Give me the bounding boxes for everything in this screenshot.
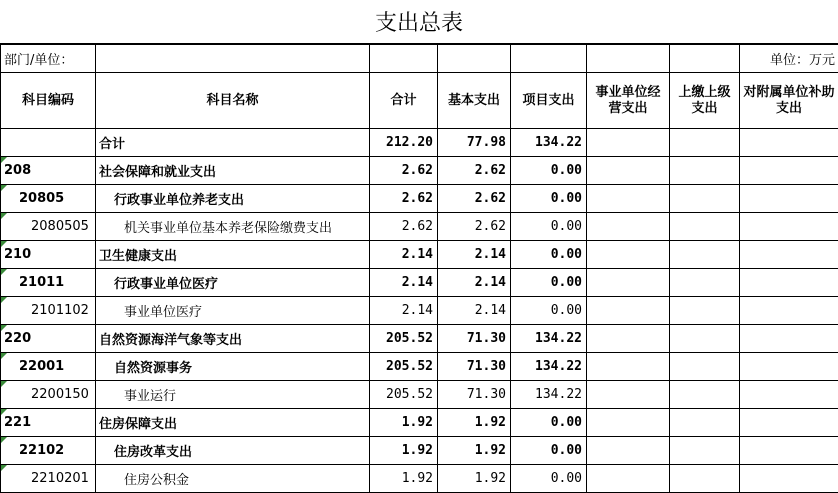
cell-name[interactable]: 自然资源事务 — [96, 353, 370, 381]
cell-business[interactable] — [587, 465, 670, 493]
header-total: 合计 — [370, 73, 438, 129]
cell-name[interactable]: 自然资源海洋气象等支出 — [96, 325, 370, 353]
cell-name[interactable]: 住房公积金 — [96, 465, 370, 493]
header-upper: 上缴上级支出 — [670, 73, 740, 129]
cell-total[interactable]: 205.52 — [370, 353, 438, 381]
cell-total[interactable]: 1.92 — [370, 465, 438, 493]
cell-name[interactable]: 卫生健康支出 — [96, 241, 370, 269]
cell-subsidy[interactable] — [740, 381, 838, 409]
cell-code[interactable]: 22001 — [1, 353, 96, 381]
cell-project[interactable]: 0.00 — [511, 297, 587, 325]
table-row — [1, 185, 838, 213]
cell-basic[interactable]: 2.14 — [438, 269, 511, 297]
cell-basic[interactable]: 71.30 — [438, 381, 511, 409]
cell-subsidy[interactable] — [740, 213, 838, 241]
cell-business[interactable] — [587, 157, 670, 185]
cell-total[interactable]: 2.14 — [370, 269, 438, 297]
header-basic: 基本支出 — [438, 73, 511, 129]
cell-subsidy[interactable] — [740, 409, 838, 437]
table-row — [1, 157, 838, 185]
cell-business[interactable] — [587, 325, 670, 353]
table-row — [1, 325, 838, 353]
header-row — [1, 73, 838, 129]
table-row — [1, 129, 838, 157]
cell-project[interactable]: 0.00 — [511, 213, 587, 241]
cell-upper[interactable] — [670, 409, 740, 437]
cell-business[interactable] — [587, 241, 670, 269]
cell-business[interactable] — [587, 381, 670, 409]
cell-upper[interactable] — [670, 157, 740, 185]
cell-total[interactable]: 1.92 — [370, 437, 438, 465]
cell-code[interactable]: 220 — [1, 325, 96, 353]
cell-project[interactable]: 0.00 — [511, 409, 587, 437]
cell-total[interactable]: 205.52 — [370, 381, 438, 409]
cell-name[interactable]: 机关事业单位基本养老保险缴费支出 — [96, 213, 370, 241]
cell-business[interactable] — [587, 213, 670, 241]
table-row — [1, 269, 838, 297]
cell-project[interactable]: 0.00 — [511, 157, 587, 185]
cell-project[interactable]: 0.00 — [511, 437, 587, 465]
cell-project[interactable]: 134.22 — [511, 129, 587, 157]
cell-code[interactable]: 208 — [1, 157, 96, 185]
cell-upper[interactable] — [670, 381, 740, 409]
cell-business[interactable] — [587, 185, 670, 213]
cell-upper[interactable] — [670, 213, 740, 241]
cell-total[interactable]: 2.62 — [370, 185, 438, 213]
cell-code[interactable]: 210 — [1, 241, 96, 269]
cell-subsidy[interactable] — [740, 297, 838, 325]
cell-name[interactable]: 社会保障和就业支出 — [96, 157, 370, 185]
cell-name[interactable]: 住房改革支出 — [96, 437, 370, 465]
cell-basic[interactable]: 2.62 — [438, 157, 511, 185]
cell-code[interactable]: 2200150 — [1, 381, 96, 409]
header-code: 科目编码 — [1, 73, 96, 129]
cell-name[interactable]: 住房保障支出 — [96, 409, 370, 437]
cell-project[interactable]: 134.22 — [511, 381, 587, 409]
cell-code[interactable]: 22102 — [1, 437, 96, 465]
cell-total[interactable]: 2.62 — [370, 213, 438, 241]
dept-label: 部门/单位： — [1, 45, 96, 73]
cell-name[interactable]: 合计 — [96, 129, 370, 157]
table-row — [1, 409, 838, 437]
cell-project[interactable]: 0.00 — [511, 241, 587, 269]
cell-business[interactable] — [587, 297, 670, 325]
cell-basic[interactable]: 71.30 — [438, 325, 511, 353]
cell-code[interactable]: 2101102 — [1, 297, 96, 325]
cell-name[interactable]: 事业运行 — [96, 381, 370, 409]
cell-upper[interactable] — [670, 465, 740, 493]
cell-upper[interactable] — [670, 185, 740, 213]
table-row — [1, 465, 838, 493]
cell-project[interactable]: 0.00 — [511, 269, 587, 297]
cell-name[interactable]: 行政事业单位养老支出 — [96, 185, 370, 213]
cell-subsidy[interactable] — [740, 129, 838, 157]
cell-basic[interactable]: 77.98 — [438, 129, 511, 157]
cell-business[interactable] — [587, 269, 670, 297]
cell-subsidy[interactable] — [740, 157, 838, 185]
cell-basic[interactable]: 1.92 — [438, 409, 511, 437]
cell-subsidy[interactable] — [740, 185, 838, 213]
cell-business[interactable] — [587, 353, 670, 381]
expenditure-table — [0, 44, 838, 493]
cell-project[interactable]: 0.00 — [511, 185, 587, 213]
cell-subsidy[interactable] — [740, 353, 838, 381]
cell-code[interactable]: 2080505 — [1, 213, 96, 241]
cell-code[interactable]: 21011 — [1, 269, 96, 297]
header-business: 事业单位经营支出 — [587, 73, 670, 129]
meta-row — [1, 45, 838, 73]
cell-total[interactable]: 1.92 — [370, 409, 438, 437]
cell-upper[interactable] — [670, 325, 740, 353]
cell-basic[interactable]: 2.14 — [438, 241, 511, 269]
header-name: 科目名称 — [96, 73, 370, 129]
cell-total[interactable]: 212.20 — [370, 129, 438, 157]
cell-basic[interactable]: 2.62 — [438, 213, 511, 241]
cell-basic[interactable]: 2.14 — [438, 297, 511, 325]
table-row — [1, 213, 838, 241]
cell-project[interactable]: 134.22 — [511, 353, 587, 381]
cell-project[interactable]: 0.00 — [511, 465, 587, 493]
cell-upper[interactable] — [670, 437, 740, 465]
cell-name[interactable]: 事业单位医疗 — [96, 297, 370, 325]
cell-business[interactable] — [587, 129, 670, 157]
cell-upper[interactable] — [670, 269, 740, 297]
cell-business[interactable] — [587, 437, 670, 465]
cell-code[interactable]: 2210201 — [1, 465, 96, 493]
sheet-title: 支出总表 — [0, 0, 838, 44]
cell-upper[interactable] — [670, 129, 740, 157]
table-row — [1, 437, 838, 465]
dept-value[interactable] — [96, 45, 370, 73]
cell-subsidy[interactable] — [740, 325, 838, 353]
cell-upper[interactable] — [670, 353, 740, 381]
cell-name[interactable]: 行政事业单位医疗 — [96, 269, 370, 297]
cell-code[interactable]: 221 — [1, 409, 96, 437]
cell-basic[interactable]: 2.62 — [438, 185, 511, 213]
cell-project[interactable]: 134.22 — [511, 325, 587, 353]
cell-upper[interactable] — [670, 297, 740, 325]
cell-subsidy[interactable] — [740, 269, 838, 297]
table-row — [1, 381, 838, 409]
header-project: 项目支出 — [511, 73, 587, 129]
unit-label: 单位：万元 — [740, 45, 838, 73]
cell-total[interactable]: 2.14 — [370, 297, 438, 325]
table-row — [1, 241, 838, 269]
cell-upper[interactable] — [670, 241, 740, 269]
cell-basic[interactable]: 1.92 — [438, 465, 511, 493]
cell-subsidy[interactable] — [740, 241, 838, 269]
cell-total[interactable]: 2.62 — [370, 157, 438, 185]
cell-basic[interactable]: 71.30 — [438, 353, 511, 381]
cell-code[interactable]: 20805 — [1, 185, 96, 213]
table-row — [1, 353, 838, 381]
cell-basic[interactable]: 1.92 — [438, 437, 511, 465]
cell-total[interactable]: 2.14 — [370, 241, 438, 269]
table-row — [1, 297, 838, 325]
cell-total[interactable]: 205.52 — [370, 325, 438, 353]
cell-subsidy[interactable] — [740, 465, 838, 493]
cell-business[interactable] — [587, 409, 670, 437]
cell-code[interactable] — [1, 129, 96, 157]
cell-subsidy[interactable] — [740, 437, 838, 465]
header-subsidy: 对附属单位补助支出 — [740, 73, 838, 129]
